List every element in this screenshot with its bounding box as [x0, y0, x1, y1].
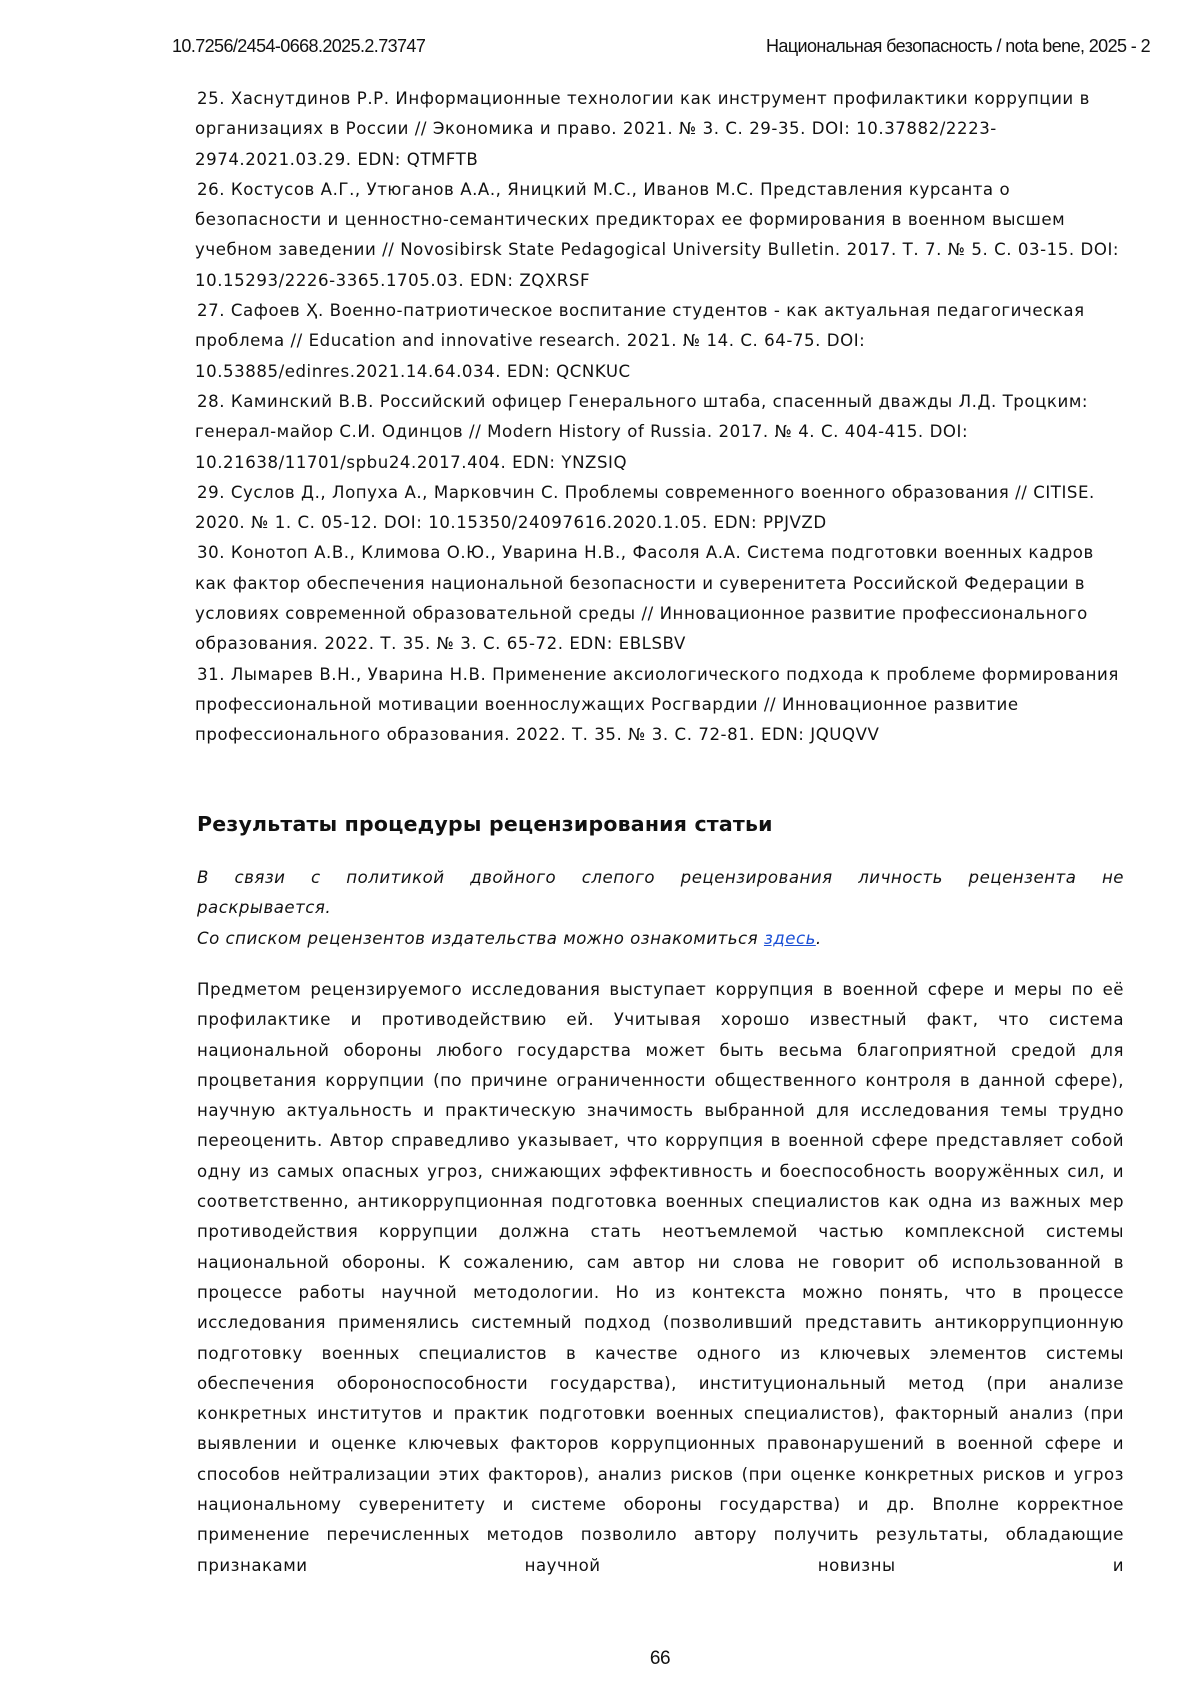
- page-number: 66: [649, 1648, 671, 1669]
- reference-item: 25. Хаснутдинов Р.Р. Информационные технологии как инструмент профилактики коррупции в организациях в России // Экономика и право. 2021. № 3. С. 29-35. DOI: 10.37882/2223-2974.2021.03.29. EDN: QTMFTB: [195, 89, 1090, 169]
- reference-item: 31. Лымарев В.Н., Уварина Н.В. Применение аксиологического подхода к проблеме формирования профессиональной мотивации военнослужащих Росгвардии // Инновационное развитие профессионального образования. 2022. Т. 35. № 3. С. 72-81. EDN: JQUQVV: [195, 664, 1119, 745]
- header-journal-title: Национальная безопасность / nota bene, 2025 - 2: [766, 36, 1150, 56]
- reference-item: 29. Суслов Д., Лопуха А., Марковчин С. Проблемы современного военного образования // CITISE. 2020. № 1. С. 05-12. DOI: 10.15350/24097616.2020.1.05. EDN: PPJVZD: [195, 482, 1095, 533]
- reviewers-link[interactable]: здесь: [763, 928, 816, 948]
- reference-item: 26. Костусов А.Г., Утюганов А.А., Яницкий М.С., Иванов М.С. Представления курсанта о безопасности и ценностно-семантических предикторах ее формирования в военном высшем учебном заведении // Novosibirsk State Pedagogical University Bulletin. 2017. Т. 7. № 5. С. 03-15. DOI: 10.15293/2226-3365.1705.03. EDN: ZQXRSF: [195, 179, 1120, 290]
- review-note-line: раскрывается.: [197, 898, 332, 918]
- review-note-line: [197, 924, 1124, 954]
- reference-list: [195, 84, 1130, 751]
- review-note-line: В связи с политикой двойного слепого рецензирования личность рецензента не: [197, 868, 1124, 887]
- reference-item: 30. Конотоп А.В., Климова О.Ю., Уварина Н.В., Фасоля А.А. Система подготовки военных кадров как фактор обеспечения национальной безопасности и суверенитета Российской Федерации в условиях современной образовательной среды // Инновационное развитие профессионального образования. 2022. Т. 35. № 3. С. 65-72. EDN: EBLSBV: [195, 543, 1094, 654]
- review-note-text: Со списком рецензентов издательства можно ознакомиться: [197, 928, 764, 948]
- review-policy-note: [197, 863, 1124, 954]
- reference-item: 28. Каминский В.В. Российский офицер Генерального штаба, спасенный дважды Л.Д. Троцким: генерал-майор С.И. Одинцов // Modern History of Russia. 2017. № 4. С. 404-415. DOI: 10.21638/11701/spbu24.2017.404. EDN: YNZSIQ: [195, 391, 1089, 472]
- review-section-title: Результаты процедуры рецензирования статьи: [197, 812, 773, 836]
- reference-item: 27. Сафоев Ҳ. Военно-патриотическое воспитание студентов - как актуальная педагогическая проблема // Education and innovative research. 2021. № 14. С. 64-75. DOI: 10.53885/edinres.2021.14.64.034. EDN: QCNKUC: [195, 301, 1085, 381]
- review-note-period: .: [815, 928, 822, 948]
- page-header: [172, 36, 1150, 60]
- review-body-paragraph: Предметом рецензируемого исследования выступает коррупция в военной сфере и меры по её профилактике и противодействию ей. Учитывая хорошо известный факт, что система национальной обороны любого государства может быть весьма благоприятной средой для процветания коррупции (по причине ограниченности общественного контроля в данной сфере), научную актуальность и практическую значимость выбранной для исследования темы трудно переоценить. Автор справедливо указывает, что коррупция в военной сфере представляет собой одну из самых опасных угроз, снижающих эффективность и боеспособность вооружённых сил, и соответственно, антикоррупционная подготовка военных специалистов как одна из важных мер противодействия коррупции должна стать неотъемлемой частью комплексной системы национальной обороны. К сожалению, сам автор ни слова не говорит об использованной в процессе работы научной методологии. Но из контекста можно понять, что в процессе исследования применялись системный подход (позволивший представить антикоррупционную подготовку военных специалистов в качестве одного из ключевых элементов системы обеспечения обороноспособности государства), институциональный метод (при анализе конкретных институтов и практик подготовки военных специалистов), факторный анализ (при выявлении и оценке ключевых факторов коррупционных правонарушений в военной сфере и способов нейтрализации этих факторов), анализ рисков (при оценке конкретных рисков и угроз национальному суверенитету и системе обороны государства) и др. Вполне корректное применение перечисленных методов позволило автору получить результаты, обладающие признаками научной новизны и: [197, 980, 1124, 1575]
- header-doi: 10.7256/2454-0668.2025.2.73747: [172, 36, 426, 56]
